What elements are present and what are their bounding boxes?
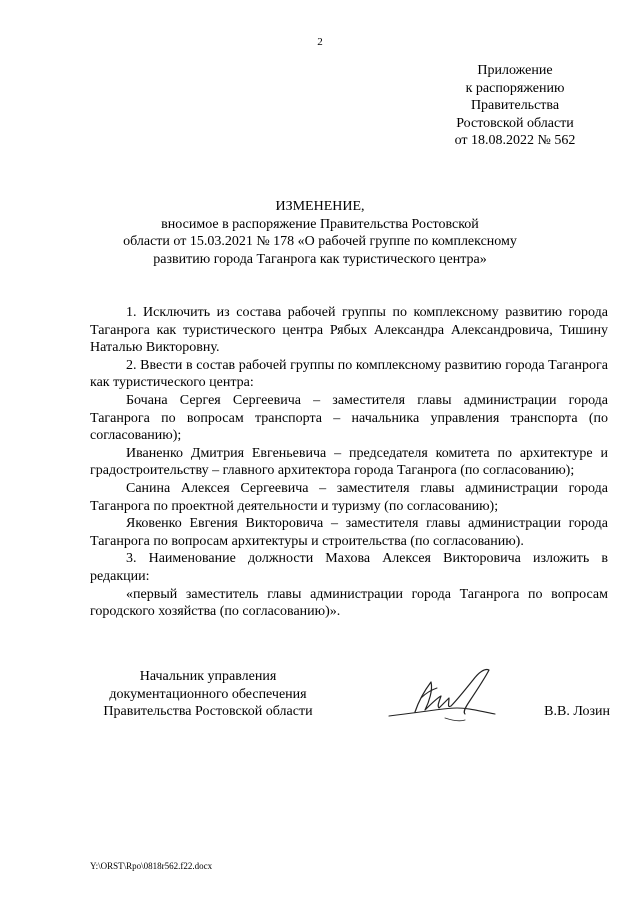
signatory-position [90, 668, 326, 721]
signatory-name: В.В. Лозин [544, 704, 610, 719]
body-paragraph: Санина Алексея Сергеевича – заместителя главы администрации города Таганрога по проектной деятельности и туризму (по согласованию); [90, 480, 608, 514]
body-paragraph: 1. Исключить из состава рабочей группы по комплексному развитию города Таганрога как туристического центра Рябых Александра Александровича, Тишину Наталью Викторовну. [90, 305, 608, 356]
body-paragraph: «первый заместитель главы администрации города Таганрога по вопросам городского хозяйства (по согласованию)». [90, 586, 608, 620]
appendix-line: от 18.08.2022 № 562 [454, 133, 576, 148]
appendix-header [440, 62, 590, 150]
document-body [90, 304, 608, 621]
appendix-line: Ростовской области [456, 115, 574, 131]
body-paragraph: Иваненко Дмитрия Евгеньевича – председателя комитета по архитектуре и градостроительству – главного архитектора города Таганрога (по согласованию); [90, 445, 608, 479]
title-line: развитию города Таганрога как туристического центра» [153, 251, 487, 267]
position-line: документационного обеспечения [109, 686, 307, 702]
handwritten-signature [385, 660, 505, 730]
title-line: области от 15.03.2021 № 178 «О рабочей группе по комплексному [123, 234, 517, 249]
file-path: Y:\ORST\Rpo\0818r562.f22.docx [90, 861, 213, 871]
page-number: 2 [317, 36, 323, 48]
appendix-line: Правительства [470, 98, 560, 113]
title-heading: ИЗМЕНЕНИЕ, [275, 199, 365, 214]
position-line: Правительства Ростовской области [103, 704, 313, 719]
body-paragraph: Яковенко Евгения Викторовича – заместителя главы администрации города Таганрога по вопросам архитектуры и строительства (по согласованию). [90, 516, 608, 549]
appendix-line: Приложение [477, 63, 553, 78]
document-title [90, 198, 550, 268]
appendix-line: к распоряжению [465, 80, 565, 96]
position-line: Начальник управления [139, 669, 277, 684]
body-paragraph: Бочана Сергея Сергеевича – заместителя главы администрации города Таганрога по вопросам транспорта – начальника управления транспорта (по согласованию); [90, 392, 608, 444]
title-line: вносимое в распоряжение Правительства Ростовской [161, 216, 479, 232]
body-paragraph: 3. Наименование должности Махова Алексея Викторовича изложить в редакции: [90, 551, 608, 584]
body-paragraph: 2. Ввести в состав рабочей группы по комплексному развитию города Таганрога как туристического центра: [90, 357, 608, 391]
